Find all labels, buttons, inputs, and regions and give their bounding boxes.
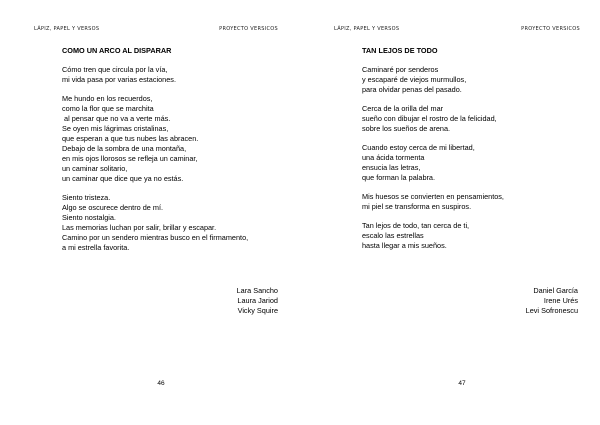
stanza	[362, 221, 577, 251]
author-list	[237, 286, 278, 316]
poem-line: Debajo de la sombra de una montaña,	[62, 144, 187, 153]
page-number: 47	[458, 380, 466, 387]
poem-line: Cerca de la orilla del mar	[362, 104, 444, 113]
running-head-right: PROYECTO VERSICOS	[219, 26, 278, 32]
stanza	[362, 65, 577, 95]
author-name: Laura Jariod	[237, 296, 278, 305]
poem-line: mi vida pasa por varias estaciones.	[62, 75, 176, 84]
poem-line: Se oyen mis lágrimas cristalinas,	[62, 124, 169, 133]
poem-line: escalo las estrellas	[362, 231, 424, 240]
poem-line: para olvidar penas del pasado.	[362, 85, 462, 94]
author-name: Irene Urés	[543, 296, 578, 305]
poem-line: Mis huesos se convierten en pensamientos,	[362, 192, 504, 201]
author-name: Vicky Squire	[237, 306, 278, 315]
stanza	[62, 193, 282, 253]
poem-line: que esperan a que tus nubes las abracen.	[62, 134, 199, 143]
poem-body	[362, 46, 577, 260]
poem-line: Siento nostalgia.	[62, 213, 116, 222]
poem-line: sueño con dibujar el rostro de la felicidad,	[362, 114, 497, 123]
poem-line: mi piel se transforma en suspiros.	[362, 202, 472, 211]
poem-line: Siento tristeza.	[62, 193, 111, 202]
poem-line: un caminar que dice que ya no estás.	[62, 174, 184, 183]
poem-body	[62, 46, 282, 262]
poem-title: TAN LEJOS DE TODO	[362, 46, 438, 55]
right-page	[300, 0, 600, 425]
stanza	[62, 65, 282, 85]
poem-line: Me hundo en los recuerdos,	[62, 94, 153, 103]
running-head-left: LÁPIZ, PAPEL Y VERSOS	[34, 26, 100, 32]
poem-line: ensucia las letras,	[362, 163, 421, 172]
stanza	[62, 94, 282, 184]
poem-line: Tan lejos de todo, tan cerca de ti,	[362, 221, 470, 230]
poem-line: en mis ojos llorosos se refleja un caminar,	[62, 154, 198, 163]
stanza	[362, 104, 577, 134]
poem-line: Las memorias luchan por salir, brillar y escapar.	[62, 223, 217, 232]
author-name: Levi Sofronescu	[525, 306, 578, 315]
poem-line: una ácida tormenta	[362, 153, 425, 162]
poem-line: hasta llegar a mis sueños.	[362, 241, 447, 250]
stanza	[362, 192, 577, 212]
poem-line: Cómo tren que circula por la vía,	[62, 65, 168, 74]
poem-line: un caminar solitario,	[62, 164, 128, 173]
poem-title: COMO UN ARCO AL DISPARAR	[62, 46, 172, 55]
author-name: Lara Sancho	[236, 286, 278, 295]
poem-line: a mi estrella favorita.	[62, 243, 130, 252]
poem-line: como la flor que se marchita	[62, 104, 154, 113]
poem-line: Cuando estoy cerca de mi libertad,	[362, 143, 475, 152]
poem-line: Caminaré por senderos	[362, 65, 439, 74]
poem-line: y escaparé de viejos murmullos,	[362, 75, 467, 84]
running-head-right: PROYECTO VERSICOS	[521, 26, 580, 32]
poem-line: al pensar que no va a verte más.	[62, 114, 171, 123]
stanza	[362, 143, 577, 183]
author-name: Daniel García	[533, 286, 578, 295]
poem-line: que forman la palabra.	[362, 173, 436, 182]
author-list	[526, 286, 578, 316]
poem-line: Algo se oscurece dentro de mí.	[62, 203, 163, 212]
poem-line: Camino por un sendero mientras busco en el firmamento,	[62, 233, 249, 242]
poem-line: sobre los sueños de arena.	[362, 124, 451, 133]
page-number: 46	[157, 380, 165, 387]
running-head-left: LÁPIZ, PAPEL Y VERSOS	[334, 26, 400, 32]
